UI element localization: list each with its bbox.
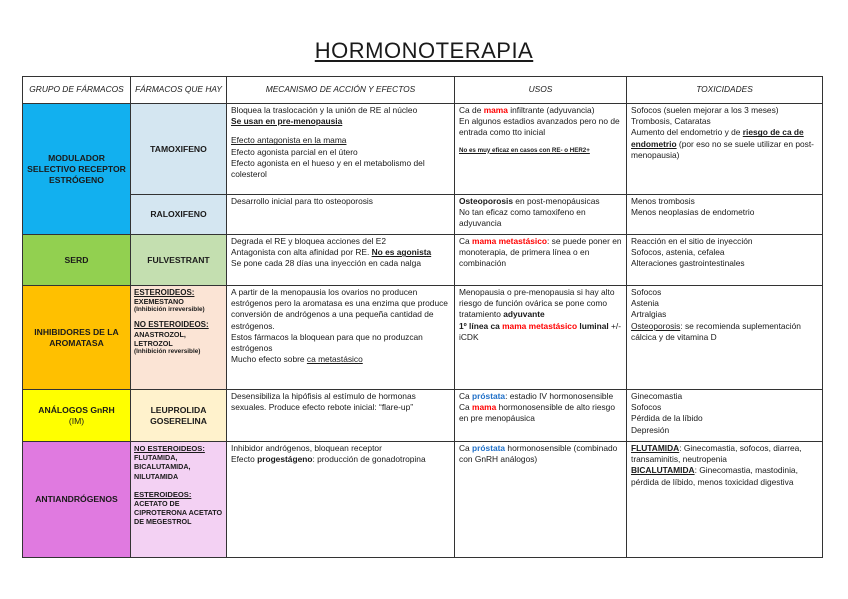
toxicidades-fulvestrant: Reacción en el sitio de inyección Sofocos, astenia, cefalea Alteraciones gastrointestinales <box>627 235 823 286</box>
mecanismo-raloxifeno: Desarrollo inicial para tto osteoporosis <box>227 195 455 235</box>
mecanismo-fulvestrant: Degrada el RE y bloquea acciones del E2 Antagonista con alta afinidad por RE. No es agonista Se pone cada 28 días una inyección en cada nalga <box>227 235 455 286</box>
header-mecanismo: MECANISMO DE ACCIÓN Y EFECTOS <box>227 77 455 104</box>
usos-anti: Ca próstata hormonosensible (combinado con GnRH análogos) <box>455 442 627 558</box>
mecanismo-gnrh: Desensibiliza la hipófisis al estímulo de hormonas sexuales. Produce efecto rebote inicial: “flare-up” <box>227 390 455 442</box>
table-row <box>23 104 823 195</box>
usos-fulvestrant: Ca mama metastásico: se puede poner en monoterapia, de primera línea o en combinación <box>455 235 627 286</box>
drugs-gnrh: LEUPROLIDA GOSERELINA <box>131 390 227 442</box>
header-usos: USOS <box>455 77 627 104</box>
toxicidades-ia: Sofocos Astenia Artralgias Osteoporosis: se recomienda suplementación cálcica y de vitamina D <box>627 286 823 390</box>
toxicidades-raloxifeno: Menos trombosis Menos neoplasias de endometrio <box>627 195 823 235</box>
drugs-anti: NO ESTEROIDEOS: FLUTAMIDA, BICALUTAMIDA, NILUTAMIDA ESTEROIDEOS: ACETATO DE CIPROTERONA ACETATO DE MEGESTROL <box>131 442 227 558</box>
table-row <box>23 195 823 235</box>
group-serd: SERD <box>23 235 131 286</box>
usos-ia: Menopausia o pre-menopausia si hay alto riesgo de función ovárica se pone como tratamiento adyuvante 1º línea ca mama metastásico luminal +/- iCDK <box>455 286 627 390</box>
usos-tamoxifeno: Ca de mama infiltrante (adyuvancia) En algunos estadios avanzados pero no de entrada como tto inicial No es muy eficaz en casos con RE- o HER2+ <box>455 104 627 195</box>
group-gnrh: ANÁLOGOS GnRH (IM) <box>23 390 131 442</box>
group-ia: INHIBIDORES DE LA AROMATASA <box>23 286 131 390</box>
mecanismo-anti: Inhibidor andrógenos, bloquean receptor Efecto progestágeno: producción de gonadotropina <box>227 442 455 558</box>
page-title: HORMONOTERAPIA <box>314 38 534 63</box>
header-farmacos: FÁRMACOS QUE HAY <box>131 77 227 104</box>
mecanismo-ia: A partir de la menopausia los ovarios no producen estrógenos pero la aromatasa es una enzima que produce conversión de andrógenos a una pequeña cantidad de estrógenos. Estos fármacos la bloquean para que no produzcan estrógenos Mucho efecto sobre ca metastásico <box>227 286 455 390</box>
header-row <box>23 77 823 104</box>
header-toxicidades: TOXICIDADES <box>627 77 823 104</box>
toxicidades-gnrh: Ginecomastia Sofocos Pérdida de la líbido Depresión <box>627 390 823 442</box>
table-row <box>23 390 823 442</box>
group-anti: ANTIANDRÓGENOS <box>23 442 131 558</box>
table-row <box>23 442 823 558</box>
usos-raloxifeno: Osteoporosis en post-menopáusicas No tan eficaz como tamoxifeno en adyuvancia <box>455 195 627 235</box>
mecanismo-tamoxifeno: Bloquea la traslocación y la unión de RE al núcleo Se usan en pre-menopausia Efecto antagonista en la mama Efecto agonista parcial en el útero Efecto agonista en el hueso y en el metabolismo del colesterol <box>227 104 455 195</box>
drugs-ia: ESTEROIDEOS: EXEMESTANO (Inhibición irreversible) NO ESTEROIDEOS: ANASTROZOL, LETROZOL (Inhibición reversible) <box>131 286 227 390</box>
table-row <box>23 235 823 286</box>
drug-raloxifeno: RALOXIFENO <box>131 195 227 235</box>
group-serm: MODULADOR SELECTIVO RECEPTOR ESTRÓGENO <box>23 104 131 235</box>
hormonoterapia-table <box>22 76 823 558</box>
drug-fulvestrant: FULVESTRANT <box>131 235 227 286</box>
toxicidades-anti: FLUTAMIDA: Ginecomastia, sofocos, diarrea, transaminitis, neutropenia BICALUTAMIDA: Ginecomastia, mastodinia, pérdida de líbido, menos toxicidad digestiva <box>627 442 823 558</box>
drug-tamoxifeno: TAMOXIFENO <box>131 104 227 195</box>
usos-gnrh: Ca próstata: estadio IV hormonosensible Ca mama hormonosensible de alto riesgo en pre menopáusica <box>455 390 627 442</box>
toxicidades-tamoxifeno: Sofocos (suelen mejorar a los 3 meses) Trombosis, Cataratas Aumento del endometrio y de riesgo de ca de endometrio (por eso no se suele utilizar en post-menopausia) <box>627 104 823 195</box>
table-row <box>23 286 823 390</box>
header-grupo: GRUPO DE FÁRMACOS <box>23 77 131 104</box>
